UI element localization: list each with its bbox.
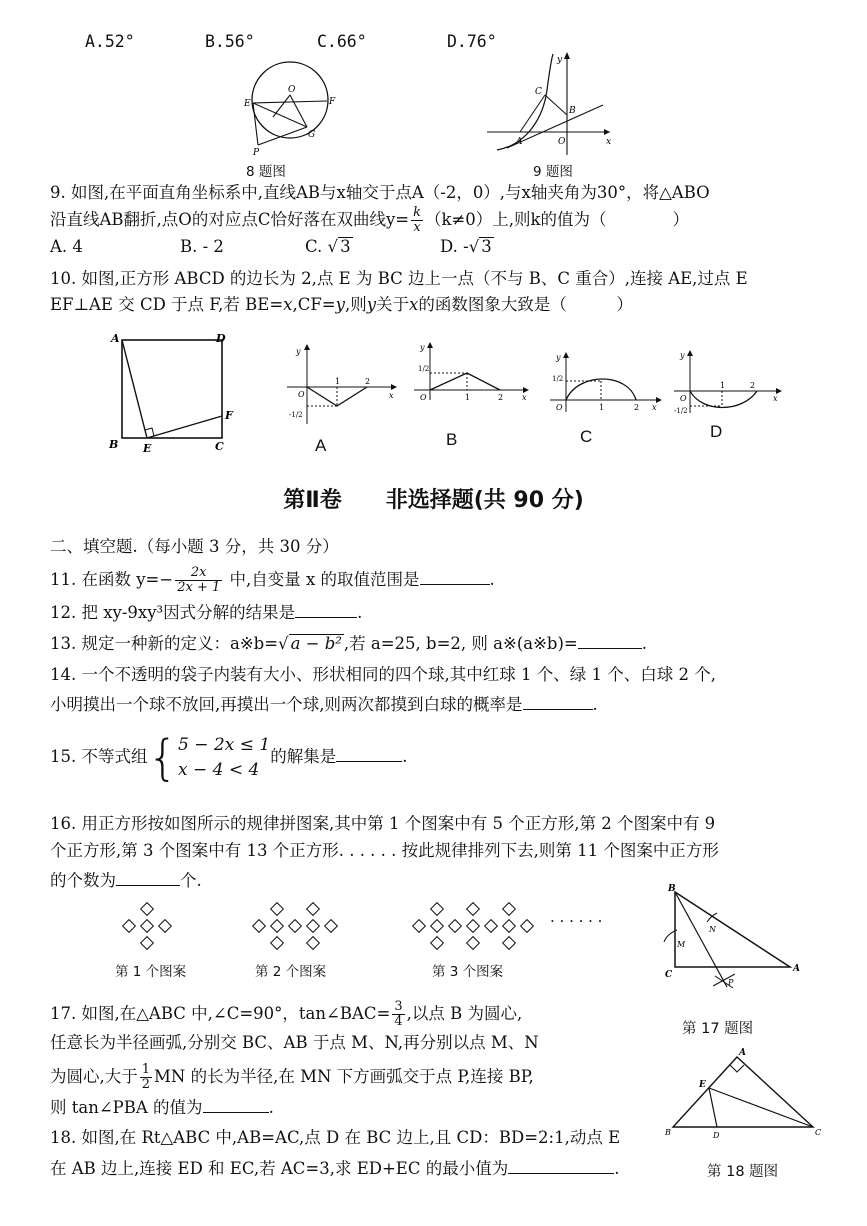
pattern-1-caption: 第 1 个图案 — [115, 964, 187, 980]
pattern-ellipsis: · · · · · · — [550, 912, 603, 930]
q18-line2: 在 AB 边上,连接 ED 和 EC,若 AC=3,求 ED+EC 的最小值为 . — [50, 1159, 620, 1178]
svg-text:O: O — [556, 403, 563, 412]
q16-line1: 16. 用正方形按如图所示的规律拼图案,其中第 1 个图案中有 5 个正方形,第 2 个图案中有 9 — [50, 814, 716, 833]
svg-text:x: x — [773, 394, 778, 403]
fig17-caption: 第 17 题图 — [682, 1021, 754, 1037]
q15-answer-blank[interactable] — [336, 745, 402, 762]
figure-17-triangle — [655, 882, 805, 997]
q17-line3: 为圆心,大于 $\frac{1}{2}$ MN 的长为半径,在 MN 下方画弧交于点 P,连接 BP, — [50, 1062, 534, 1092]
svg-text:-1/2: -1/2 — [674, 407, 688, 415]
fig18-caption: 第 18 题图 — [707, 1164, 779, 1180]
svg-text:E: E — [699, 1080, 706, 1090]
q9-option-d: D. -√ 3 — [440, 237, 492, 256]
q16-answer-blank[interactable] — [116, 869, 180, 886]
q11-answer-blank[interactable] — [420, 568, 490, 585]
q9-option-b: B. - 2 — [180, 237, 224, 256]
sq-label-c: C — [215, 440, 224, 453]
svg-text:1: 1 — [599, 403, 605, 412]
svg-text:2: 2 — [750, 381, 756, 390]
figure-8-circle — [235, 55, 345, 160]
q9-option-a: A. 4 — [50, 237, 83, 256]
fig9-label-a: A — [516, 137, 523, 147]
svg-text:P: P — [728, 978, 734, 987]
figure-10-square — [105, 330, 240, 458]
svg-text:O: O — [420, 393, 427, 402]
fig8-label-p: P — [253, 148, 260, 158]
q14-line2: 小明摸出一个球不放回,再摸出一个球,则两次都摸到白球的概率是 . — [50, 695, 598, 714]
q18-line1: 18. 如图,在 Rt△ABC 中,AB=AC,点 D 在 BC 边上,且 CD：BD=2:1,动点 E — [50, 1128, 621, 1147]
svg-text:C: C — [815, 1128, 822, 1137]
q17-line1: 17. 如图,在△ABC 中,∠C=90°，tan∠BAC= $\frac{3}{4}$ ,以点 B 为圆心, — [50, 999, 523, 1029]
svg-text:B: B — [665, 1128, 671, 1137]
q16-line2: 个正方形,第 3 个图案中有 13 个正方形. . . . . . 按此规律排列下去,则第 11 个图案中正方形 — [50, 841, 719, 860]
graph-a — [285, 342, 400, 427]
fig9-label-x: x — [606, 137, 612, 147]
q11: 11. 在函数 y=− $\frac{2x}{2x + 1}$ 中,自变量 x 的取值范围是 . — [50, 565, 495, 595]
svg-text:y: y — [420, 343, 425, 352]
q8-option-a: A.52° — [85, 32, 135, 51]
q17-line4: 则 tan∠PBA 的值为 . — [50, 1098, 274, 1117]
svg-text:y: y — [296, 347, 301, 356]
q13-answer-blank[interactable] — [578, 632, 642, 649]
figure-9-coordinate — [485, 50, 615, 160]
svg-text:2: 2 — [498, 393, 504, 402]
fill-heading: 二、填空题.（每小题 3 分，共 30 分） — [50, 537, 339, 556]
q14-line1: 14. 一个不透明的袋子内装有大小、形状相同的四个球,其中红球 1 个、绿 1 个、白球 2 个, — [50, 665, 716, 684]
svg-text:M: M — [677, 940, 686, 949]
q18-answer-blank[interactable] — [508, 1157, 614, 1174]
q10-line1: 10. 如图,正方形 ABCD 的边长为 2,点 E 为 BC 边上一点（不与 B、C 重合）,连接 AE,过点 E — [50, 269, 748, 288]
svg-text:B: B — [668, 884, 676, 894]
graph-label-b: B — [446, 430, 458, 449]
q9-option-c: C. √ 3 — [305, 237, 351, 256]
sq-label-d: D — [216, 332, 226, 345]
graph-label-c: C — [580, 427, 593, 446]
svg-text:C: C — [665, 970, 673, 980]
q8-option-c: C.66° — [317, 32, 367, 51]
q17-line2: 任意长为半径画弧,分别交 BC、AB 于点 M、N,再分别以点 M、N — [50, 1033, 539, 1052]
svg-text:1/2: 1/2 — [552, 375, 564, 383]
figure-18-triangle — [665, 1045, 825, 1145]
q12-answer-blank[interactable] — [295, 601, 357, 618]
svg-text:O: O — [680, 394, 687, 403]
fig9-label-b: B — [569, 106, 576, 116]
svg-text:N: N — [709, 925, 716, 934]
fig8-label-f: F — [329, 97, 336, 107]
q17-answer-blank[interactable] — [203, 1096, 269, 1113]
svg-text:A: A — [739, 1048, 746, 1058]
svg-text:x: x — [389, 391, 394, 400]
q8-option-d: D.76° — [447, 32, 497, 51]
fig9-caption: 9 题图 — [533, 164, 573, 180]
sq-label-a: A — [111, 332, 120, 345]
pattern-2-caption: 第 2 个图案 — [255, 964, 327, 980]
section-2-title: 第Ⅱ卷 非选择题(共 90 分) — [283, 488, 584, 513]
q9-line1: 9. 如图,在平面直角坐标系中,直线AB与x轴交于点A（-2，0）,与x轴夹角为30°，将△ABO — [50, 183, 710, 202]
svg-text:1: 1 — [720, 381, 726, 390]
svg-text:-1/2: -1/2 — [289, 411, 303, 419]
svg-text:1: 1 — [465, 393, 471, 402]
svg-text:1: 1 — [335, 377, 341, 386]
q8-option-b: B.56° — [205, 32, 255, 51]
graph-b — [412, 340, 532, 410]
fig8-caption: 8 题图 — [246, 164, 286, 180]
sq-label-b: B — [109, 438, 119, 451]
svg-text:A: A — [793, 964, 800, 974]
fig9-label-y: y — [557, 55, 563, 65]
fig8-label-g: G — [308, 130, 316, 140]
graph-d — [672, 348, 787, 418]
svg-text:2: 2 — [634, 403, 640, 412]
q12: 12. 把 xy-9xy³因式分解的结果是 . — [50, 603, 363, 622]
svg-text:D: D — [713, 1131, 720, 1140]
q16-line3: 的个数为 个. — [50, 871, 202, 890]
svg-text:y: y — [556, 353, 561, 362]
q15: 15. 不等式组{ 5 − 2x ≤ 1 x − 4 < 4 的解集是 . — [50, 729, 408, 786]
graph-label-d: D — [710, 422, 723, 441]
fig8-label-e: E — [244, 99, 251, 109]
graph-c — [548, 350, 668, 420]
fig9-label-o: O — [558, 137, 566, 147]
svg-text:2: 2 — [365, 377, 371, 386]
pattern-3-caption: 第 3 个图案 — [432, 964, 504, 980]
q14-answer-blank[interactable] — [523, 693, 593, 710]
sq-label-e: E — [143, 442, 152, 455]
fig8-label-o: O — [288, 85, 296, 95]
q9-line2: 沿直线AB翻折,点O的对应点C恰好落在双曲线y= $\frac{k}{x}$ （k≠0）上,则k的值为（ ） — [50, 205, 690, 235]
fig9-label-c: C — [535, 87, 542, 97]
graph-label-a: A — [315, 436, 327, 455]
svg-text:x: x — [522, 393, 527, 402]
q13: 13. 规定一种新的定义：a※b=√ a − b² ,若 a=25, b=2, 则 a※(a※b)= . — [50, 634, 648, 653]
sq-label-f: F — [225, 409, 233, 422]
q10-line2: EF⊥AE 交 CD 于点 F,若 BE=x,CF=y,则y关于x的函数图象大致是（ ） — [50, 295, 633, 314]
svg-text:x: x — [652, 403, 657, 412]
svg-text:O: O — [298, 390, 305, 399]
svg-text:1/2: 1/2 — [418, 365, 430, 373]
svg-text:y: y — [680, 351, 685, 360]
